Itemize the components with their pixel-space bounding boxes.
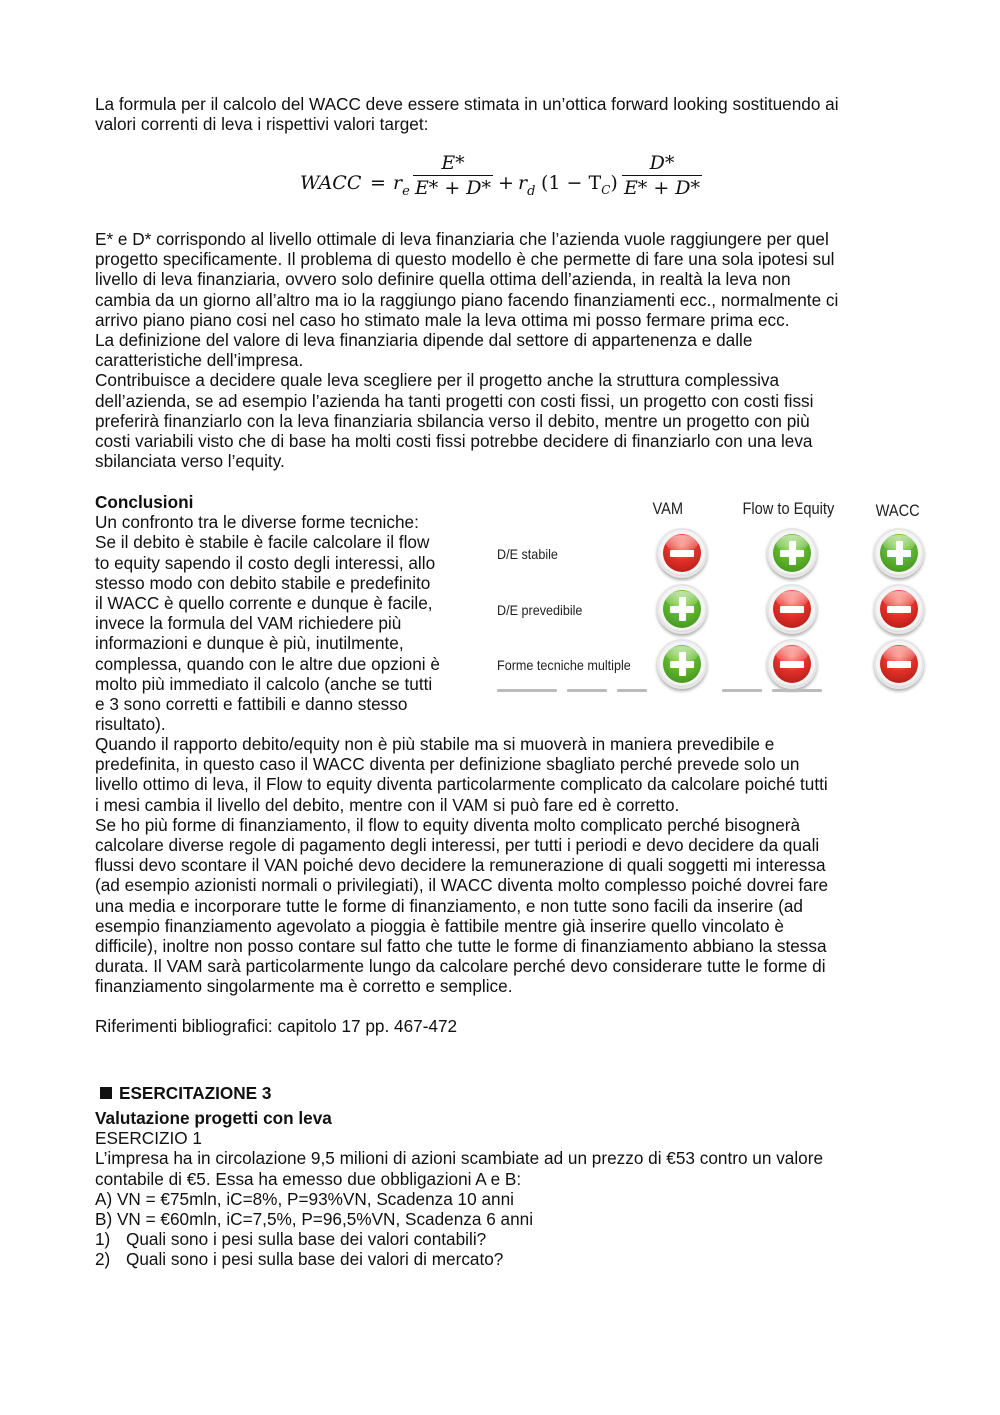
row-label: D/E prevedibile xyxy=(497,602,583,618)
wacc-formula xyxy=(300,150,720,220)
question-text: Quali sono i pesi sulla base dei valori di mercato? xyxy=(126,1249,504,1270)
exercise-block xyxy=(95,1108,915,1270)
question-number: 1) xyxy=(95,1229,111,1250)
fraction-bar xyxy=(413,175,493,176)
question-text: Quali sono i pesi sulla base dei valori contabili? xyxy=(126,1229,487,1250)
formula-rd xyxy=(518,172,536,199)
exercise-label: ESERCIZIO 1 xyxy=(95,1128,202,1149)
text-line: esempio finanziamento agevolato a pioggia è fattibile mentre già inserire quello vincolato è xyxy=(95,915,784,936)
minus-circle-icon xyxy=(767,639,817,689)
text-line: Se ho più forme di finanziamento, il flow to equity diventa molto complicato perché bisognerà xyxy=(95,814,801,835)
formula-lhs: WACC xyxy=(300,172,362,194)
text-line: caratteristiche dell’impresa. xyxy=(95,350,304,371)
text-line: risultato). xyxy=(95,714,166,735)
text-line: stesso modo con debito stabile e predefinito xyxy=(95,572,431,593)
text-line: i mesi cambia il livello del debito, mentre con il VAM si può fare ed è corretto. xyxy=(95,794,680,815)
text-line: calcolare diverse regole di pagamento degli interessi, per tutti i periodi e devo decidere da quali xyxy=(95,835,820,856)
text-line: L’impresa ha in circolazione 9,5 milioni di azioni scambiate ad un prezzo di €53 contro un valore xyxy=(95,1148,824,1169)
column-header-flow-to-equity: Flow to Equity xyxy=(742,499,835,518)
formula-rd-symbol: r xyxy=(518,172,528,194)
formula-tax-term xyxy=(541,172,618,197)
square-bullet-icon xyxy=(100,1087,112,1099)
formula-re-subscript: e xyxy=(402,184,410,199)
text-line: sbilanciata verso l’equity. xyxy=(95,451,285,472)
text-line: preferirà finanziarlo con la leva finanziaria sbilancia verso il debito, mentre un progetto con più xyxy=(95,410,810,431)
intro-paragraph xyxy=(95,94,915,134)
minus-circle-icon xyxy=(657,528,707,578)
plus-circle-icon xyxy=(874,528,924,578)
conclusions-section xyxy=(95,492,485,734)
text-line: Se il debito è stabile è facile calcolare il flow xyxy=(95,532,430,553)
question-item xyxy=(95,1249,915,1269)
exercise-subtitle: Valutazione progetti con leva xyxy=(95,1108,332,1128)
cropped-row-remnant xyxy=(497,689,837,693)
formula-tc-subscript: C xyxy=(601,183,611,197)
question-number: 2) xyxy=(95,1249,111,1270)
text-line: molto più immediato il calcolo (anche se tutti xyxy=(95,673,433,694)
plus-circle-icon xyxy=(767,528,817,578)
text-line: una media e incorporare tutte le forme di finanziamento, e non tutte sono facili da inserire (ad xyxy=(95,895,803,916)
text-line: A) VN = €75mln, iC=8%, P=93%VN, Scadenza 10 anni xyxy=(95,1188,514,1209)
text-line: flussi devo scontare il VAN poiché devo decidere la remunerazione di quali soggetti mi interessa xyxy=(95,855,826,876)
text-line: (ad esempio azionisti normali o privilegiati), il WACC diventa molto complesso poiché dovrei fare xyxy=(95,875,829,896)
plus-circle-icon xyxy=(657,584,707,634)
formula-re xyxy=(393,172,410,199)
text-line: livello ottimo di leva, il Flow to equity diventa particolarmente complicato da calcolare poiché tutti xyxy=(95,774,828,795)
fraction-numerator: D* xyxy=(649,152,675,174)
minus-circle-icon xyxy=(767,584,817,634)
text-line: difficile), inoltre non posso contare sul fatto che tutte le forme di finanziamento abbiano la stessa xyxy=(95,936,827,957)
formula-fraction-debt xyxy=(622,152,702,199)
text-line: B) VN = €60mln, iC=7,5%, P=96,5%VN, Scadenza 6 anni xyxy=(95,1209,534,1230)
text-line: La definizione del valore di leva finanziaria dipende dal settore di appartenenza e dalle xyxy=(95,330,753,351)
column-header-vam: VAM xyxy=(652,499,684,518)
text-line: e 3 sono corretti e fattibili e danno stesso xyxy=(95,694,408,715)
minus-circle-icon xyxy=(874,639,924,689)
plus-circle-icon xyxy=(657,639,707,689)
text-line: il WACC è quello corrente e dunque è facile, xyxy=(95,593,433,614)
fraction-denominator: E* + D* xyxy=(414,177,492,199)
body-paragraph-1 xyxy=(95,229,915,471)
formula-equals: = xyxy=(370,172,386,194)
section-title: ESERCITAZIONE 3 xyxy=(119,1083,272,1103)
column-header-wacc: WACC xyxy=(875,501,920,520)
question-item xyxy=(95,1229,915,1249)
text-line: La formula per il calcolo del WACC deve essere stimata in un’ottica forward looking sostituendo ai xyxy=(95,94,839,114)
body-paragraph-2 xyxy=(95,734,915,997)
text-line: livello di leva finanziaria, ovvero solo definire quella ottima dell’azienda, in realtà la leva non xyxy=(95,269,791,290)
text-line: durata. Il VAM sarà particolarmente lungo da calcolare perché devo considerare tutte le forme di xyxy=(95,956,826,977)
formula-re-symbol: r xyxy=(393,172,403,194)
text-line: cambia da un giorno all’altro ma io la raggiungo piano facendo finanziamenti ecc., normalmente ci xyxy=(95,289,839,310)
text-line: costi variabili visto che di base ha molti costi fissi potrebbe decidere di finanziarlo con una leva xyxy=(95,431,813,452)
row-label: Forme tecniche multiple xyxy=(497,657,631,673)
text-line: invece la formula del VAM richiedere più xyxy=(95,613,402,634)
text-line: E* e D* corrispondo al livello ottimale di leva finanziaria che l’azienda vuole raggiungere per quel xyxy=(95,229,829,249)
formula-rd-subscript: d xyxy=(527,184,536,199)
conclusions-title: Conclusioni xyxy=(95,492,194,512)
text-line: progetto specificamente. Il problema di questo modello è che permette di fare una sola ipotesi sul xyxy=(95,249,835,270)
text-line: informazioni e dunque è più, inutilmente, xyxy=(95,633,404,654)
fraction-numerator: E* xyxy=(441,152,465,174)
row-label: D/E stabile xyxy=(497,546,558,562)
references-text: Riferimenti bibliografici: capitolo 17 pp. 467-472 xyxy=(95,1016,458,1036)
text-line: valori correnti di leva i rispettivi valori target: xyxy=(95,114,429,135)
minus-circle-icon xyxy=(874,584,924,634)
text-line: Contribuisce a decidere quale leva scegliere per il progetto anche la struttura complessiva xyxy=(95,370,780,391)
text-line: Un confronto tra le diverse forme tecniche: xyxy=(95,512,419,533)
text-line: predefinita, in questo caso il WACC diventa per definizione sbagliato perché prevede solo un xyxy=(95,754,800,775)
text-line: complessa, quando con le altre due opzioni è xyxy=(95,653,440,674)
fraction-bar xyxy=(622,175,702,176)
formula-plus: + xyxy=(498,172,514,194)
text-line: dell’azienda, se ad esempio l’azienda ha tanti progetti con costi fissi, un progetto con costi fissi xyxy=(95,390,814,411)
text-line: to equity sapendo il costo degli interessi, allo xyxy=(95,552,436,573)
text-line: finanziamento singolarmente ma è corretto e semplice. xyxy=(95,976,513,997)
formula-fraction-equity xyxy=(413,152,493,199)
text-line: arrivo piano piano cosi nel caso ho stimato male la leva ottima mi posso fermare prima ecc. xyxy=(95,309,790,330)
text-line: contabile di €5. Essa ha emesso due obbligazioni A e B: xyxy=(95,1168,522,1189)
comparison-table xyxy=(490,495,940,695)
text-line: Quando il rapporto debito/equity non è più stabile ma si muoverà in maniera prevedibile e xyxy=(95,734,775,754)
section-heading xyxy=(100,1083,271,1104)
formula-paren-close: ) xyxy=(610,172,618,194)
fraction-denominator: E* + D* xyxy=(623,177,701,199)
references xyxy=(95,1016,915,1036)
formula-paren-open: (1 − T xyxy=(541,172,602,194)
